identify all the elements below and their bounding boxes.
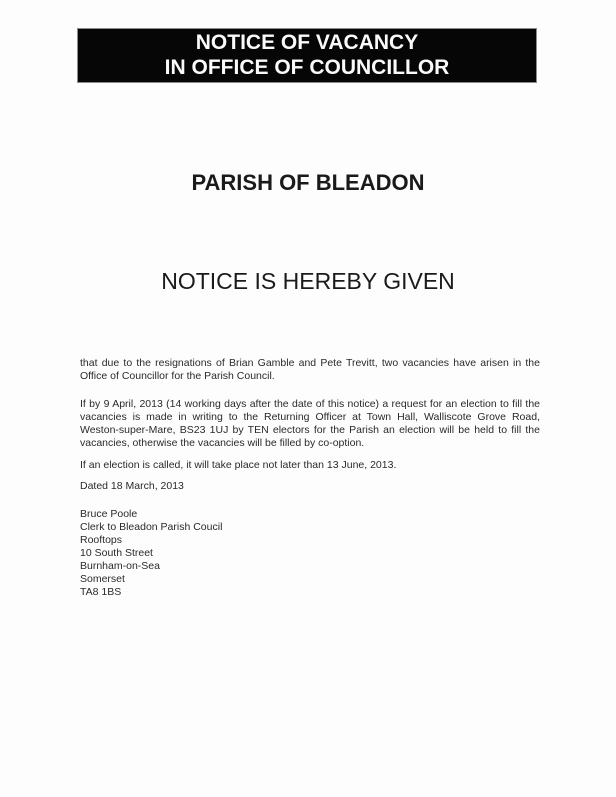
notice-banner xyxy=(77,28,537,83)
parish-heading: PARISH OF BLEADON xyxy=(191,170,425,195)
signature-block xyxy=(80,508,540,599)
address-postcode: TA8 1BS xyxy=(80,586,122,598)
paragraph-resignations xyxy=(80,357,540,383)
address-street: 10 South Street xyxy=(80,547,153,559)
signatory-role: Clerk to Bleadon Parish Coucil xyxy=(80,521,223,533)
body-text-line: If by 9 April, 2013 (14 working days after the date of this notice) a request for an election to fill the xyxy=(80,398,540,410)
body-text-line: vacancies is made in writing to the Returning Officer at Town Hall, Walliscote Grove Road, xyxy=(80,411,540,423)
address-town: Burnham-on-Sea xyxy=(80,560,160,572)
body-text-line: vacancies, otherwise the vacancies will be filled by co-option. xyxy=(80,437,365,449)
paragraph-election-date xyxy=(80,459,540,472)
body-text-line: that due to the resignations of Brian Gamble and Pete Trevitt, two vacancies have arisen in the xyxy=(80,357,540,369)
address-house: Rooftops xyxy=(80,534,123,546)
banner-title-line-1: NOTICE OF VACANCY xyxy=(195,31,419,54)
body-text-line: Office of Councillor for the Parish Council. xyxy=(80,370,275,382)
body-text-line: If an election is called, it will take place not later than 13 June, 2013. xyxy=(80,459,397,471)
signatory-name: Bruce Poole xyxy=(80,508,138,520)
body-text-line: Weston-super-Mare, BS23 1UJ by TEN electors for the Parish an election will be held to fill the xyxy=(80,424,540,436)
address-county: Somerset xyxy=(80,573,125,585)
banner-title-line-2: IN OFFICE OF COUNCILLOR xyxy=(164,56,450,79)
body-text-line: Dated 18 March, 2013 xyxy=(80,480,184,492)
notice-body xyxy=(80,357,540,599)
paragraph-election-request xyxy=(80,398,540,450)
notice-hereby-given-heading: NOTICE IS HEREBY GIVEN xyxy=(161,268,455,294)
dated-line xyxy=(80,480,540,493)
